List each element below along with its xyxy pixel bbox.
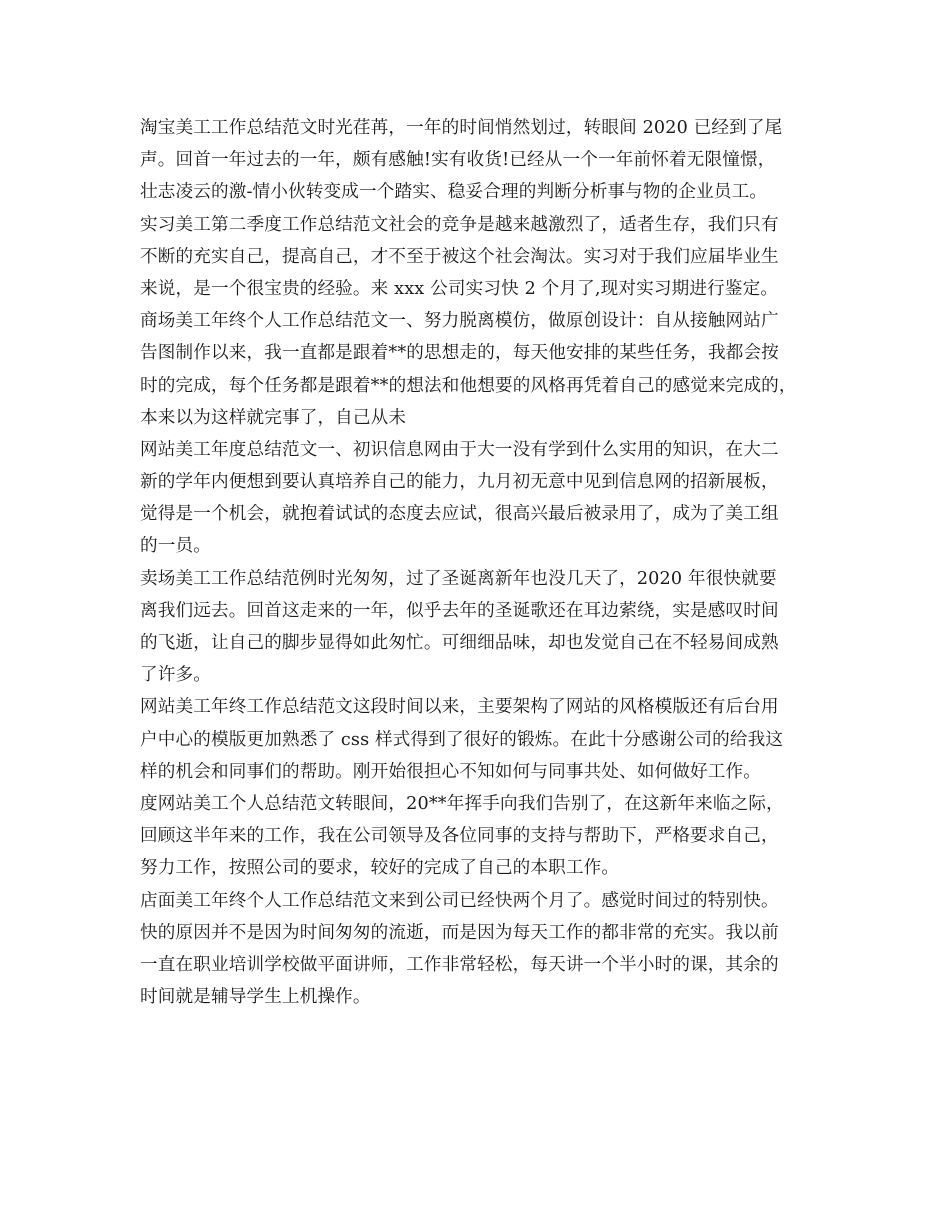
text-line: 度网站美工个人总结范文转眼间，20**年挥手向我们告别了，在这新年来临之际， [140, 793, 784, 814]
text-line: 新的学年内便想到要认真培养自己的能力，九月初无意中见到信息网的招新展板， [140, 472, 779, 493]
text-line: 本来以为这样就完事了，自己从未 [140, 407, 407, 428]
text-line: 网站美工年度总结范文一、初识信息网由于大一没有学到什么实用的知识，在大二 [140, 439, 779, 460]
text-line: 声。回首一年过去的一年，颇有感触!实有收货!已经从一个一年前怀着无限憧憬， [140, 150, 776, 171]
text-line: 的飞逝，让自己的脚步显得如此匆忙。可细细品味，却也发觉自己在不轻易间成熟 [140, 633, 779, 653]
text-line: 商场美工年终个人工作总结范文一、努力脱离模仿，做原创设计：自从接触网站广 [140, 311, 779, 332]
text-line: 一直在职业培训学校做平面讲师，工作非常轻松，每天讲一个半小时的课，其余的 [140, 954, 779, 975]
text-line: 的一员。 [140, 536, 211, 557]
text-line: 来说，是一个很宝贵的经验。来 xxx 公司实习快 2 个月了,现对实习期进行鉴定。 [140, 278, 779, 299]
text-line: 时间就是辅导学生上机操作。 [140, 987, 371, 1008]
text-line: 不断的充实自己，提高自己，才不至于被这个社会淘汰。实习对于我们应届毕业生 [140, 246, 779, 267]
text-line: 了许多。 [140, 665, 211, 686]
text-line: 快的原因并不是因为时间匆匆的流逝，而是因为每天工作的都非常的充实。我以前 [140, 922, 779, 943]
text-line: 样的机会和同事们的帮助。刚开始很担心不知如何与同事共处、如何做好工作。 [140, 761, 762, 782]
text-line: 淘宝美工工作总结范文时光荏苒，一年的时间悄然划过，转眼间 2020 已经到了尾 [140, 118, 783, 138]
text-line: 时的完成，每个任务都是跟着**的想法和他想要的风格再凭着自己的感觉来完成的， [140, 375, 797, 396]
text-line: 店面美工年终个人工作总结范文来到公司已经快两个月了。感觉时间过的特别快。 [140, 890, 779, 911]
document-body [140, 112, 840, 1013]
text-line: 努力工作，按照公司的要求，较好的完成了自己的本职工作。 [140, 858, 620, 879]
text-line: 离我们远去。回首这走来的一年，似乎去年的圣诞歌还在耳边萦绕，实是感叹时间 [140, 600, 779, 621]
text-line: 卖场美工工作总结范例时光匆匆，过了圣诞离新年也没几天了，2020 年很快就要 [140, 568, 777, 589]
text-line: 壮志凌云的激-情小伙转变成一个踏实、稳妥合理的判断分析事与物的企业员工。 [140, 182, 768, 203]
text-line: 回顾这半年来的工作，我在公司领导及各位同事的支持与帮助下，严格要求自己， [140, 826, 779, 847]
text-line: 觉得是一个机会，就抱着试试的态度去应试，很高兴最后被录用了，成为了美工组 [140, 504, 779, 525]
text-line: 网站美工年终工作总结范文这段时间以来，主要架构了网站的风格模版还有后台用 [140, 697, 779, 718]
text-line: 户中心的模版更加熟悉了 css 样式得到了很好的锻炼。在此十分感谢公司的给我这 [140, 729, 784, 750]
text-line: 实习美工第二季度工作总结范文社会的竞争是越来越激烈了，适者生存，我们只有 [140, 214, 779, 235]
text-line: 告图制作以来，我一直都是跟着**的思想走的，每天他安排的某些任务，我都会按 [140, 343, 779, 364]
